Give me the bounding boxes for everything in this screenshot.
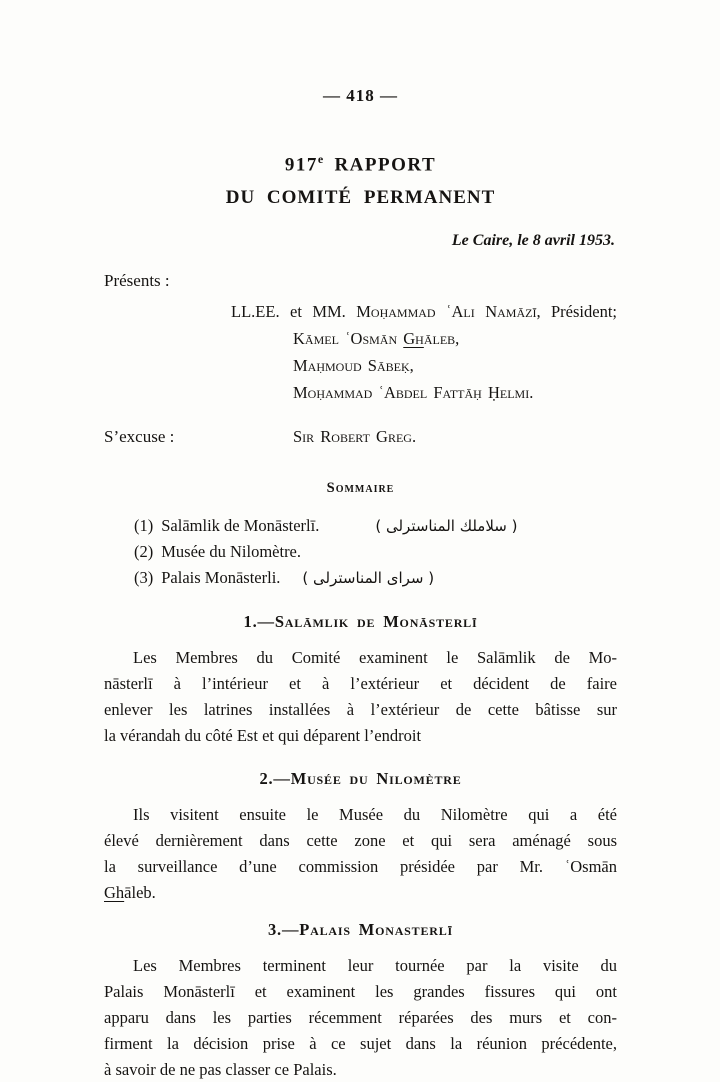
attendee-name: Kāmel ʿOsmān — [293, 329, 404, 349]
presents-label: Présents : — [104, 271, 170, 291]
paragraph-line: nāsterlī à l’intérieur et à l’extérieur et décident de faire — [104, 674, 617, 694]
excused-row — [104, 427, 617, 447]
attendee-name: Moḥammad ʿAli Namāzī — [356, 302, 537, 322]
attendee-name: āleb, — [423, 329, 460, 349]
paragraph-line: Les Membres terminent leur tournée par la visite du — [133, 956, 617, 976]
report-ordinal-superscript: e — [317, 152, 324, 166]
item-number: (2) — [134, 542, 154, 562]
paragraph-line: la vérandah du côté Est et qui déparent l’endroit — [104, 726, 422, 746]
sommaire-heading: Sommaire — [326, 480, 395, 497]
paragraph-line — [104, 880, 617, 906]
paragraph-line: la surveillance d’une commission présidée par Mr. ʿOsmān — [104, 857, 617, 877]
excused-name: Sir Robert Greg. — [293, 427, 417, 447]
section-1-heading: 1.—Salāmlik de Monāsterlī — [243, 612, 478, 632]
report-subtitle: DU COMITÉ PERMANENT — [225, 187, 496, 209]
paragraph-line: à savoir de ne pas classer ce Palais. — [104, 1060, 337, 1080]
section-2-paragraph — [104, 802, 617, 906]
item-arabic-title: ( سلاملك المناسترلى ) — [375, 517, 518, 536]
page-number: — 418 — — [323, 86, 398, 105]
item-text: Musée du Nilomètre. — [161, 542, 302, 562]
paragraph-line: apparu dans les parties récemment réparées des murs et con- — [104, 1008, 617, 1028]
sommaire-item-3 — [134, 565, 617, 591]
section-1-paragraph — [104, 645, 617, 749]
attendee-line-helmi: Moḥammad ʿAbdel Fattāḥ Ḥelmi. — [293, 383, 534, 403]
paragraph-line: enlever les latrines installées à l’extérieur de cette bâtisse sur — [104, 700, 617, 720]
item-text: Salāmlik de Monāsterlī. — [161, 516, 320, 536]
attendee-role: , Président; — [536, 302, 617, 322]
attendee-prefix: LL.EE. et MM. — [231, 302, 346, 322]
paragraph-line: Palais Monāsterlī et examinent les grandes fissures qui ont — [104, 982, 617, 1002]
item-text: Palais Monāsterli. — [161, 568, 281, 588]
sommaire-item-1 — [134, 513, 617, 539]
sommaire-item-2 — [134, 539, 617, 565]
paragraph-line: firment la décision prise à ce sujet dans la réunion précédente, — [104, 1034, 617, 1054]
item-number: (3) — [134, 568, 154, 588]
section-2-heading: 2.—Musée du Nilomètre — [259, 769, 462, 789]
underlined-digraph: Gh — [104, 883, 125, 903]
item-arabic-title: ( سراى المناسترلى ) — [302, 569, 435, 588]
attendee-line-president — [231, 298, 617, 325]
paragraph-line: Ils visitent ensuite le Musée du Nilomètre qui a été — [133, 805, 617, 825]
text-block — [104, 0, 617, 1082]
attendee-name-underlined-digraph: Gh — [403, 329, 424, 349]
attendee-line-sabek: Maḥmoud Sābeḳ, — [293, 356, 414, 376]
item-number: (1) — [134, 516, 154, 536]
section-3-paragraph — [104, 953, 617, 1082]
sommaire-list — [104, 513, 617, 591]
line-rest: āleb. — [124, 883, 156, 903]
attendee-line-ghaleb — [293, 325, 617, 352]
paragraph-line: Les Membres du Comité examinent le Salāmlik de Mo- — [133, 648, 617, 668]
dateline: Le Caire, le 8 avril 1953. — [451, 232, 615, 250]
paragraph-line: élevé dernièrement dans cette zone et qui sera aménagé sous — [104, 831, 617, 851]
excuse-label: S’excuse : — [104, 427, 175, 447]
report-number: 917 — [284, 154, 318, 176]
section-3-heading: 3.—Palais Monasterlī — [267, 920, 454, 940]
report-title — [104, 152, 617, 176]
report-title-word: RAPPORT — [334, 154, 437, 176]
